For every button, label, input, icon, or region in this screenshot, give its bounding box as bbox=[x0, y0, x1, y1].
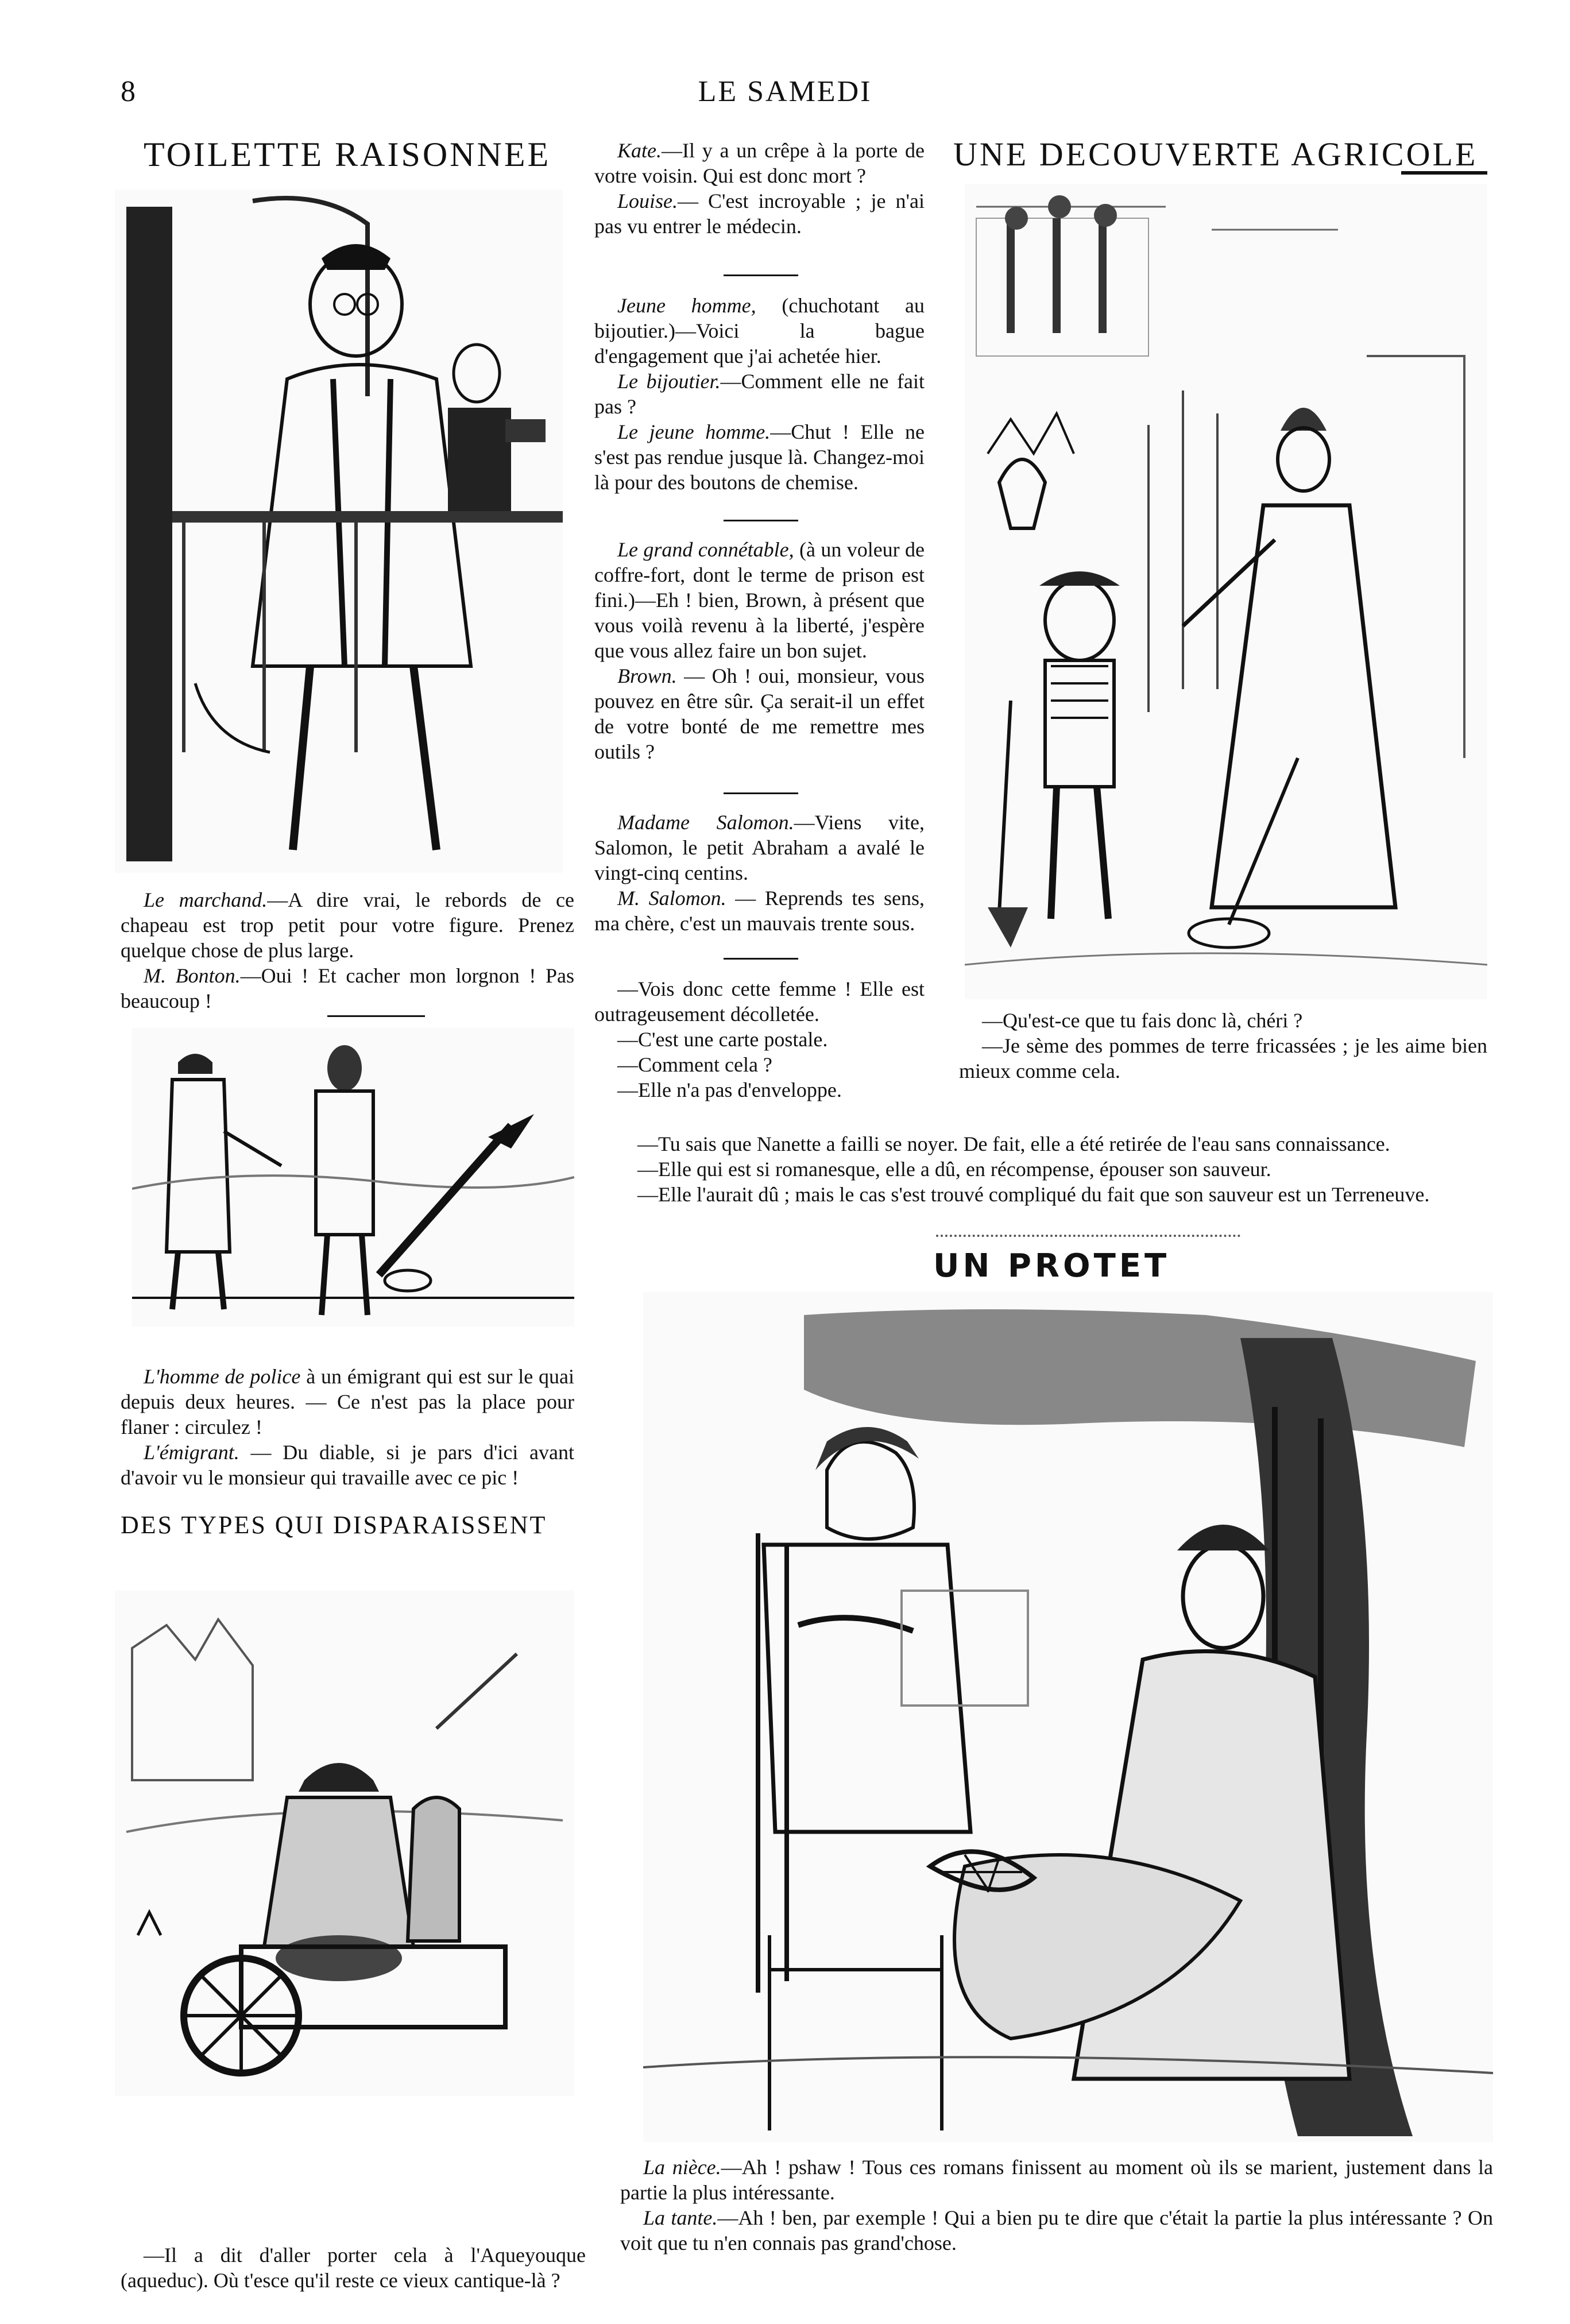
line-louise: — C'est incroyable ; je n'ai pas vu entrer le médecin. bbox=[594, 190, 925, 238]
line-police: à un émigrant qui est sur le quai depuis deux heures. — Ce n'est pas la place pour flaner : circulez ! bbox=[121, 1365, 574, 1439]
joke-salomon bbox=[594, 810, 925, 936]
nanette-dialogue bbox=[614, 1131, 1490, 1207]
toilette-caption bbox=[121, 887, 574, 1014]
speaker-salomon: M. Salomon. bbox=[617, 887, 726, 910]
line-merchant: —A dire vrai, le rebords de ce chapeau est trop petit pour votre figure. Prenez quelque chose de plus large. bbox=[121, 888, 574, 962]
police-illustration bbox=[132, 1028, 574, 1327]
separator bbox=[724, 792, 798, 794]
speaker-brown: Brown. bbox=[617, 664, 677, 687]
separator bbox=[724, 274, 798, 276]
agricole-caption bbox=[959, 1008, 1487, 1084]
line-aunt: —Ah ! ben, par exemple ! Qui a bien pu te dire que c'était la partie la plus intéressante ? On voit que tu n'en connais pas grand'chose. bbox=[620, 2206, 1493, 2255]
toilette-title: TOILETTE RAISONNEE bbox=[144, 136, 551, 173]
speaker-merchant: Le marchand. bbox=[144, 888, 268, 911]
speaker-bonton: M. Bonton. bbox=[144, 964, 241, 987]
nanette-line-2: —Elle qui est si romanesque, elle a dû, en récompense, épouser son sauveur. bbox=[637, 1158, 1271, 1181]
joke-kate bbox=[594, 138, 925, 239]
joke-decollete bbox=[594, 976, 925, 1103]
dotted-separator bbox=[936, 1235, 1240, 1237]
joke-brown bbox=[594, 537, 925, 764]
types-illustration bbox=[115, 1591, 574, 2096]
speaker-young-man: Jeune homme, bbox=[617, 294, 756, 317]
decollete-line-2: —C'est une carte postale. bbox=[617, 1028, 828, 1051]
line-young-man-2: —Chut ! Elle ne s'est pas rendue jusque là. Changez-moi là pour des boutons de chemise. bbox=[594, 420, 925, 494]
separator bbox=[724, 520, 798, 521]
running-head: LE SAMEDI bbox=[698, 75, 872, 108]
title-underline bbox=[1401, 171, 1487, 175]
line-madame-salomon: —Viens vite, Salomon, le petit Abraham a avalé le vingt-cinq centins. bbox=[594, 811, 925, 884]
agricole-illustration bbox=[965, 184, 1487, 999]
speaker-kate: Kate. bbox=[617, 139, 662, 162]
agricole-line-1: —Qu'est-ce que tu fais donc là, chéri ? bbox=[982, 1009, 1303, 1032]
types-caption bbox=[121, 2242, 586, 2293]
speaker-police: L'homme de police bbox=[144, 1365, 301, 1388]
protet-title: UN PROTET bbox=[933, 1247, 1170, 1285]
page-number: 8 bbox=[121, 75, 136, 108]
line-emigrant: — Du diable, si je pars d'ici avant d'avoir vu le monsieur qui travaille avec ce pic ! bbox=[121, 1441, 574, 1489]
line-bonton: —Oui ! Et cacher mon lorgnon ! Pas beaucoup ! bbox=[121, 964, 574, 1012]
line-brown: — Oh ! oui, monsieur, vous pouvez en être sûr. Ça serait-il un effet de votre bonté de me remettre mes outils ? bbox=[594, 664, 925, 763]
toilette-illustration bbox=[115, 190, 563, 873]
line-young-man: (chuchotant au bijoutier.)—Voici la bague d'engagement que j'ai achetée hier. bbox=[594, 294, 925, 368]
speaker-emigrant: L'émigrant. bbox=[144, 1441, 239, 1464]
agricole-line-2: —Je sème des pommes de terre fricassées ; je les aime bien mieux comme cela. bbox=[959, 1034, 1487, 1082]
decollete-line-3: —Comment cela ? bbox=[617, 1053, 772, 1076]
decollete-line-4: —Elle n'a pas d'enveloppe. bbox=[617, 1078, 842, 1101]
decollete-line-1: —Vois donc cette femme ! Elle est outrageusement décolletée. bbox=[594, 977, 925, 1026]
agricole-title: UNE DECOUVERTE AGRICOLE bbox=[953, 136, 1478, 173]
protet-illustration bbox=[643, 1292, 1493, 2142]
line-constable: (à un voleur de coffre-fort, dont le terme de prison est fini.)—Eh ! bien, Brown, à présent que vous voilà revenu à la liberté, j'espère que vous allez faire un bon sujet. bbox=[594, 538, 925, 662]
joke-bijoutier bbox=[594, 293, 925, 495]
separator bbox=[724, 958, 798, 960]
speaker-madame-salomon: Madame Salomon. bbox=[617, 811, 794, 834]
nanette-line-1: —Tu sais que Nanette a failli se noyer. De fait, elle a été retirée de l'eau sans connaissance. bbox=[637, 1132, 1390, 1155]
line-kate: —Il y a un crêpe à la porte de votre voisin. Qui est donc mort ? bbox=[594, 139, 925, 187]
line-jeweler: —Comment elle ne fait pas ? bbox=[594, 370, 925, 418]
types-caption-text: —Il a dit d'aller porter cela à l'Aqueyouque (aqueduc). Où t'esce qu'il reste ce vieux cantique-là ? bbox=[121, 2244, 586, 2292]
speaker-louise: Louise. bbox=[617, 190, 678, 212]
separator bbox=[327, 1015, 425, 1017]
speaker-jeweler: Le bijoutier. bbox=[617, 370, 721, 393]
line-niece: —Ah ! pshaw ! Tous ces romans finissent au moment où ils se marient, justement dans la partie la plus intéressante. bbox=[620, 2156, 1493, 2204]
nanette-line-3: —Elle l'aurait dû ; mais le cas s'est trouvé compliqué du fait que son sauveur est un Terreneuve. bbox=[637, 1183, 1430, 1206]
line-salomon: — Reprends tes sens, ma chère, c'est un mauvais trente sous. bbox=[594, 887, 925, 935]
police-caption bbox=[121, 1364, 574, 1490]
speaker-constable: Le grand connétable, bbox=[617, 538, 794, 561]
types-title: DES TYPES QUI DISPARAISSENT bbox=[121, 1511, 547, 1539]
protet-caption bbox=[620, 2155, 1493, 2256]
speaker-aunt: La tante. bbox=[643, 2206, 718, 2229]
speaker-niece: La nièce. bbox=[643, 2156, 721, 2179]
speaker-young-man-2: Le jeune homme. bbox=[617, 420, 771, 443]
